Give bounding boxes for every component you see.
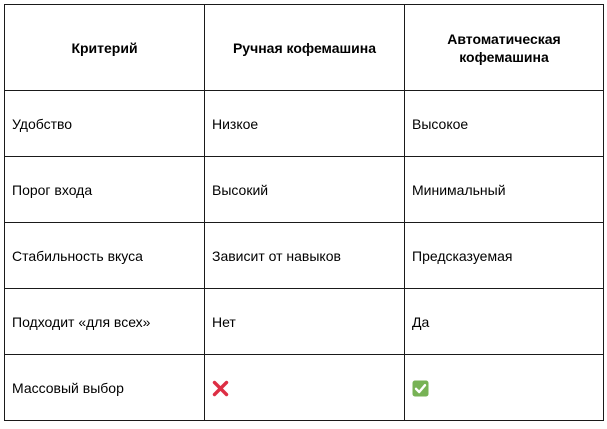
criterion-cell: Удобство bbox=[5, 91, 205, 157]
manual-cell bbox=[205, 355, 405, 421]
criterion-cell: Массовый выбор bbox=[5, 355, 205, 421]
table-row bbox=[5, 157, 604, 223]
header-criterion: Критерий bbox=[5, 5, 205, 91]
criterion-cell: Стабильность вкуса bbox=[5, 223, 205, 289]
automatic-cell: Да bbox=[405, 289, 604, 355]
header-manual-machine: Ручная кофемашина bbox=[205, 5, 405, 91]
manual-cell: Низкое bbox=[205, 91, 405, 157]
manual-cell: Нет bbox=[205, 289, 405, 355]
table-row bbox=[5, 91, 604, 157]
manual-cell: Высокий bbox=[205, 157, 405, 223]
automatic-cell: Высокое bbox=[405, 91, 604, 157]
table-row bbox=[5, 223, 604, 289]
automatic-cell: Минимальный bbox=[405, 157, 604, 223]
check-mark-icon bbox=[412, 380, 429, 397]
automatic-cell: Предсказуемая bbox=[405, 223, 604, 289]
header-automatic-machine: Автоматическая кофемашина bbox=[405, 5, 604, 91]
table-row bbox=[5, 355, 604, 421]
manual-cell: Зависит от навыков bbox=[205, 223, 405, 289]
table-row bbox=[5, 289, 604, 355]
table-header-row bbox=[5, 5, 604, 91]
criterion-cell: Подходит «для всех» bbox=[5, 289, 205, 355]
criterion-cell: Порог входа bbox=[5, 157, 205, 223]
comparison-table bbox=[4, 4, 604, 421]
automatic-cell bbox=[405, 355, 604, 421]
cross-mark-icon bbox=[212, 380, 229, 397]
